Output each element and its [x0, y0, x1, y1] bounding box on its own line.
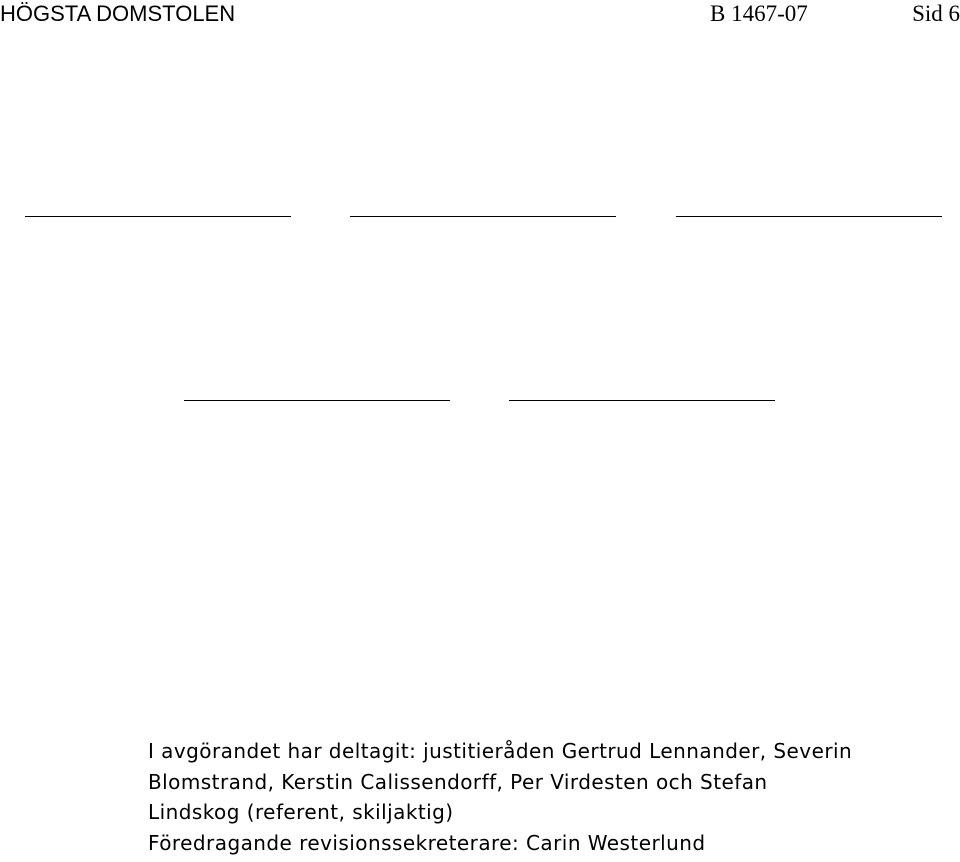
signature-line [509, 400, 775, 401]
case-number: B 1467-07 [710, 1, 808, 26]
participants-note [148, 736, 948, 858]
court-name: HÖGSTA DOMSTOLEN [0, 1, 236, 26]
signature-line [676, 216, 942, 217]
participants-note-line: Blomstrand, Kerstin Calissendorff, Per Virdesten och Stefan [148, 769, 768, 794]
page-number: Sid 6 [912, 1, 960, 26]
signature-line [350, 216, 616, 217]
signature-line [184, 400, 450, 401]
participants-note-line: Lindskog (referent, skiljaktig) [148, 800, 454, 824]
signature-line [25, 216, 291, 217]
participants-note-line: I avgörandet har deltagit: justitieråden Gertrud Lennander, Severin [148, 739, 853, 763]
participants-note-line: Föredragande revisionssekreterare: Carin Westerlund [148, 830, 706, 855]
